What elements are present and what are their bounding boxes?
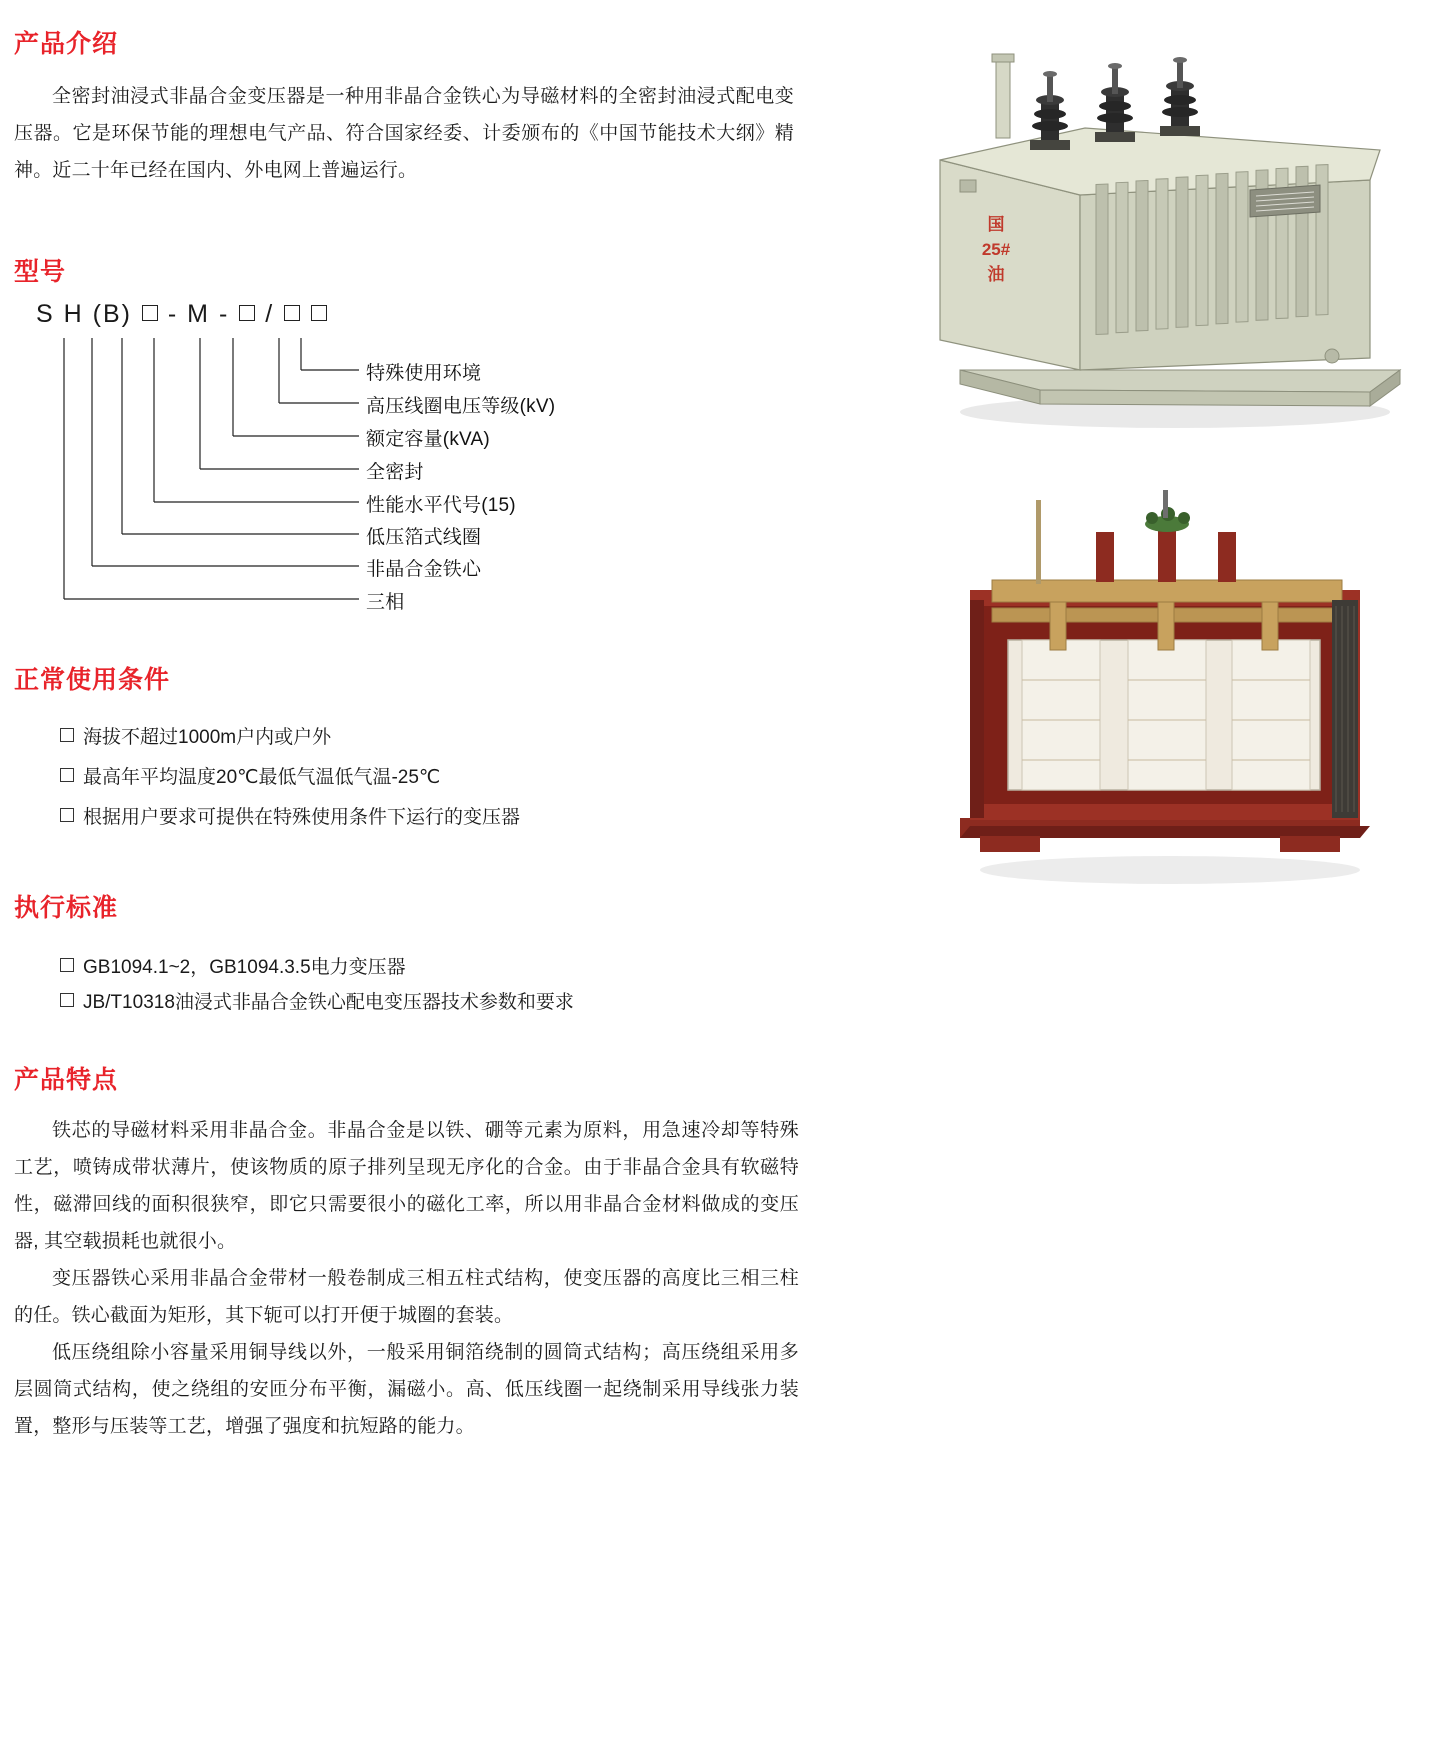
standards-list <box>60 950 820 1020</box>
standard-text: GB1094.1~2，GB1094.3.5电力变压器 <box>83 957 406 978</box>
condition-item-3 <box>60 798 820 838</box>
feature-paragraph-3: 低压绕组除小容量采用铜导线以外，一般采用铜箔绕制的圆筒式结构；高压绕组采用多层圆筒式结构，使之绕组的安匝分布平衡，漏磁小。高、低压线圈一起绕制采用导线张力装置，整形与压装等工艺，增强了强度和抗短路的能力。 <box>14 1342 799 1438</box>
code-part-h: H <box>63 300 84 328</box>
svg-text:国: 国 <box>987 215 1005 234</box>
model-label-special-env: 特殊使用环境 <box>366 363 482 384</box>
checkbox-icon <box>60 993 74 1007</box>
standard-text: JB/T10318油浸式非晶合金铁心配电变压器技术参数和要求 <box>83 992 574 1014</box>
code-dash-2: - <box>218 300 230 328</box>
code-part-s: S <box>36 300 55 328</box>
svg-text:25#: 25# <box>981 240 1011 259</box>
condition-text: 根据用户要求可提供在特殊使用条件下运行的变压器 <box>83 806 521 828</box>
section-title-conditions: 正常使用条件 <box>14 666 171 694</box>
standard-item-1 <box>60 950 820 985</box>
core-coil-image <box>900 480 1440 900</box>
right-column <box>900 0 1452 1761</box>
svg-text:油: 油 <box>987 265 1005 284</box>
model-label-hv-class: 高压线圈电压等级(kV) <box>366 396 556 417</box>
model-label-lv-foil-coil: 低压箔式线圈 <box>366 527 482 548</box>
checkbox-icon <box>60 768 74 782</box>
section-title-standards: 执行标准 <box>14 894 119 922</box>
standard-item-2 <box>60 985 820 1020</box>
feature-paragraph-1: 铁芯的导磁材料采用非晶合金。非晶合金是以铁、硼等元素为原料，用急速冷却等特殊工艺，喷铸成带状薄片，使该物质的原子排列呈现无序化的合金。由于非晶合金具有软磁特性，磁滞回线的面积很狭窄，即它只需要很小的磁化工率，所以用非晶合金材料做成的变压器, 其空载损耗也就很小。 <box>14 1120 799 1253</box>
conditions-list <box>60 718 820 838</box>
checkbox-icon <box>60 808 74 822</box>
feature-paragraph-2: 变压器铁心采用非晶合金带材一般卷制成三相五柱式结构，使变压器的高度比三相三柱的任。铁心截面为矩形，其下轭可以打开便于城圈的套装。 <box>14 1268 799 1327</box>
intro-paragraph: 全密封油浸式非晶合金变压器是一种用非晶合金铁心为导磁材料的全密封油浸式配电变压器。它是环保节能的理想电气产品、符合国家经委、计委颁布的《中国节能技术大纲》精神。近二十年已经在国内、外电网上普遍运行。 <box>14 86 794 182</box>
condition-text: 最高年平均温度20℃最低气温低气温-25℃ <box>83 766 441 788</box>
section-title-features: 产品特点 <box>14 1066 119 1094</box>
code-part-b: (B) <box>92 300 132 328</box>
features-body <box>14 1112 799 1445</box>
condition-item-1 <box>60 718 820 758</box>
condition-text: 海拔不超过1000m户内或户外 <box>83 727 332 748</box>
oil-transformer-image <box>900 40 1440 440</box>
condition-item-2 <box>60 758 820 798</box>
nameplate-icon <box>1250 185 1320 217</box>
model-label-three-phase: 三相 <box>366 592 405 613</box>
model-code-diagram <box>14 300 814 630</box>
model-label-rated-capacity: 额定容量(kVA) <box>366 429 490 450</box>
code-part-m: M <box>187 300 210 328</box>
model-label-fully-sealed: 全密封 <box>366 462 424 483</box>
checkbox-icon <box>60 958 74 972</box>
code-slash: / <box>265 300 275 328</box>
model-label-performance-code: 性能水平代号(15) <box>366 495 516 516</box>
checkbox-icon <box>60 728 74 742</box>
section-title-intro: 产品介绍 <box>14 30 119 58</box>
intro-body <box>14 78 794 189</box>
code-dash-1: - <box>167 300 179 328</box>
model-label-amorphous-core: 非晶合金铁心 <box>366 559 482 580</box>
section-title-model: 型号 <box>14 258 67 286</box>
